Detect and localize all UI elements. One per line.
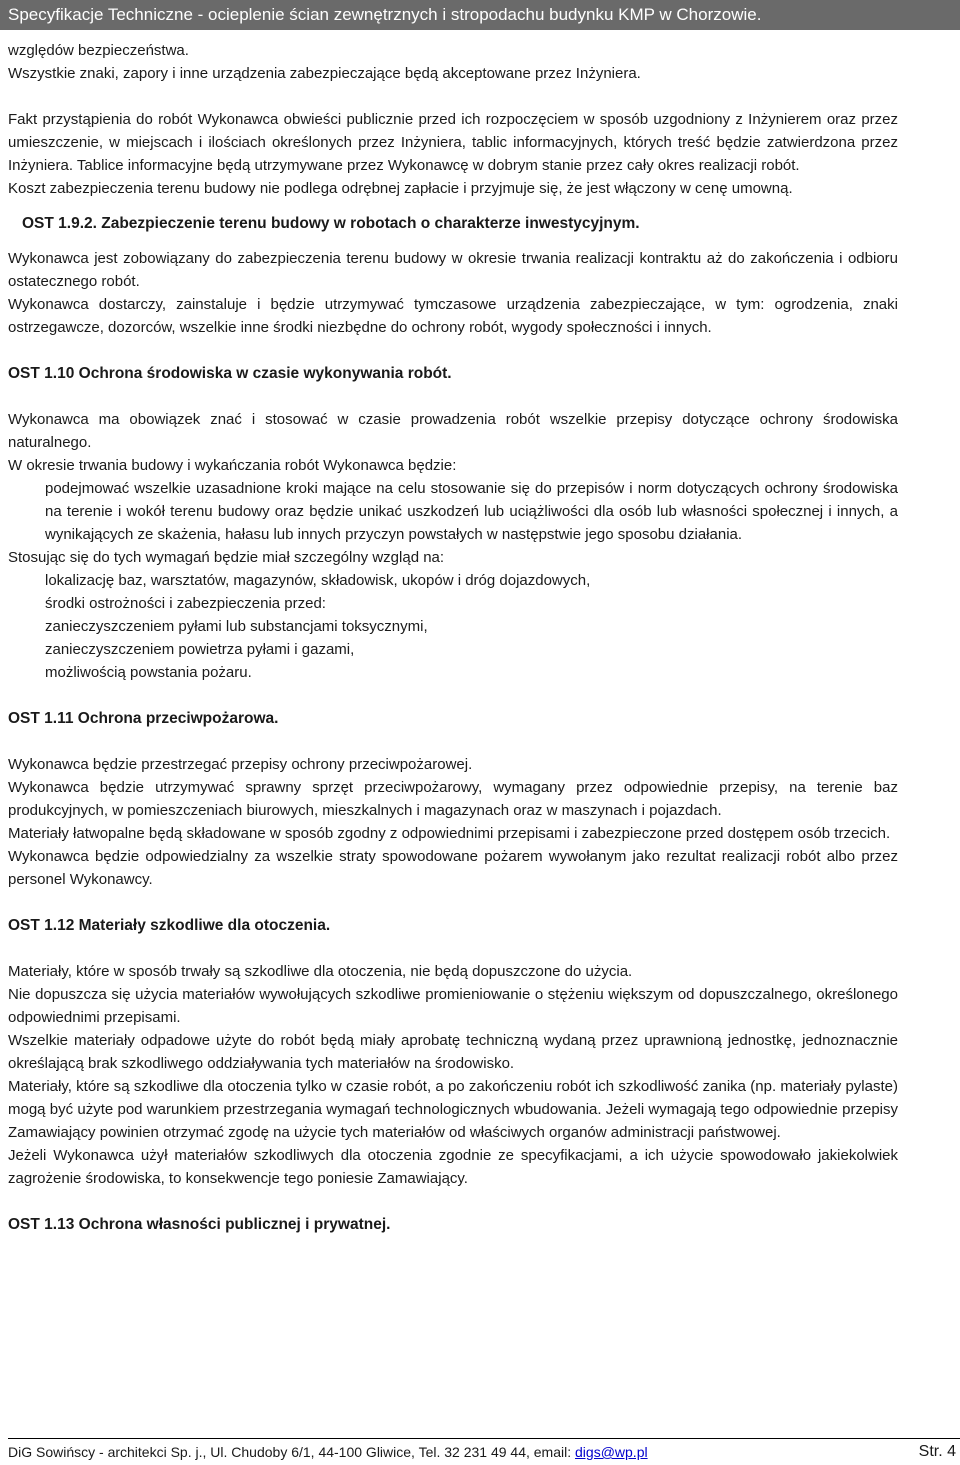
footer-divider — [8, 1438, 960, 1439]
paragraph: Wykonawca dostarczy, zainstaluje i będzie utrzymywać tymczasowe urządzenia zabezpieczające, w tym: ogrodzenia, znaki ostrzegawcze, dozorców, wszelkie inne środki niezbędne do ochrony robót, wygody społeczności i innych. — [8, 296, 898, 336]
footer-company-text: DiG Sowińscy - architekci Sp. j., Ul. Chudoby 6/1, 44-100 Gliwice, Tel. 32 231 49 44, email: — [8, 1444, 576, 1460]
paragraph: Wszystkie znaki, zapory i inne urządzenia zabezpieczające będą akceptowane przez Inżyniera. — [8, 65, 641, 82]
section-heading: OST 1.9.2. Zabezpieczenie terenu budowy w robotach o charakterze inwestycyjnym. — [22, 215, 640, 232]
list-item: zanieczyszczeniem powietrza pyłami i gazami, — [45, 641, 355, 658]
paragraph: Materiały łatwopalne będą składowane w sposób zgodny z odpowiednimi przepisami i zabezpieczone przed dostępem osób trzecich. — [8, 825, 891, 842]
paragraph: Nie dopuszcza się użycia materiałów wywołujących szkodliwe promieniowanie o stężeniu większym od dopuszczalnego, określonego odpowiednimi przepisami. — [8, 986, 898, 1026]
paragraph: W okresie trwania budowy i wykańczania robót Wykonawca będzie: — [8, 457, 457, 474]
section-heading: OST 1.10 Ochrona środowiska w czasie wykonywania robót. — [8, 365, 452, 382]
list-item: środki ostrożności i zabezpieczenia przed: — [45, 595, 326, 612]
page-number: Str. 4 — [918, 1443, 956, 1460]
paragraph: podejmować wszelkie uzasadnione kroki mające na celu stosowanie się do przepisów i norm dotyczących ochrony środowiska na terenie i wokół terenu budowy oraz będzie unikać uszkodzeń lub uciążliwości dla osób lub własności społecznej i innych, a wynikających ze skażenia, hałasu lub innych przyczyn powstałych w następstwie jego sposobu działania. — [45, 480, 898, 543]
paragraph: Materiały, które w sposób trwały są szkodliwe dla otoczenia, nie będą dopuszczone do użycia. — [8, 963, 633, 980]
list-item: zanieczyszczeniem pyłami lub substancjami toksycznymi, — [45, 618, 428, 635]
paragraph: względów bezpieczeństwa. — [8, 42, 189, 59]
footer-email-link[interactable]: digs@wp.pl — [575, 1444, 648, 1460]
paragraph: Stosując się do tych wymagań będzie miał szczególny wzgląd na: — [8, 549, 445, 566]
document-body — [8, 39, 898, 1236]
footer-company — [8, 1441, 648, 1463]
section-heading: OST 1.11 Ochrona przeciwpożarowa. — [8, 710, 279, 727]
section-heading: OST 1.13 Ochrona własności publicznej i prywatnej. — [8, 1216, 391, 1233]
paragraph: Materiały, które są szkodliwe dla otoczenia tylko w czasie robót, a po zakończeniu robót ich szkodliwość zanika (np. materiały pylaste) mogą być użyte pod warunkiem przestrzegania wymagań technologicznych wbudowania. Jeżeli wymagają tego odpowiednie przepisy Zamawiający powinien otrzymać zgodę na użycie tych materiałów od właściwych organów administracji państwowej. — [8, 1078, 898, 1141]
list-item: możliwością powstania pożaru. — [45, 664, 252, 681]
paragraph: Wykonawca jest zobowiązany do zabezpieczenia terenu budowy w okresie trwania realizacji kontraktu aż do zakończenia i odbioru ostatecznego robót. — [8, 250, 898, 290]
paragraph: Jeżeli Wykonawca użył materiałów szkodliwych dla otoczenia zgodnie ze specyfikacjami, a ich użycie spowodowało jakiekolwiek zagrożenie środowiska, to konsekwencje tego poniesie Zamawiający. — [8, 1147, 898, 1187]
paragraph: Wykonawca ma obowiązek znać i stosować w czasie prowadzenia robót wszelkie przepisy dotyczące ochrony środowiska naturalnego. — [8, 411, 898, 451]
paragraph: Fakt przystąpienia do robót Wykonawca obwieści publicznie przed ich rozpoczęciem w sposób uzgodniony z Inżynierem oraz przez umieszczenie, w miejscach i ilościach określonych przez Inżyniera, tablic informacyjnych, których treść będzie zatwierdzona przez Inżyniera. Tablice informacyjne będą utrzymywane przez Wykonawcę w dobrym stanie przez cały okres realizacji robót. — [8, 111, 898, 174]
list-item: lokalizację baz, warsztatów, magazynów, składowisk, ukopów i dróg dojazdowych, — [45, 572, 591, 589]
paragraph: Koszt zabezpieczenia terenu budowy nie podlega odrębnej zapłacie i przyjmuje się, że jest włączony w cenę umowną. — [8, 180, 793, 197]
section-heading: OST 1.12 Materiały szkodliwe dla otoczenia. — [8, 917, 331, 934]
page-header: Specyfikacje Techniczne - ocieplenie ścian zewnętrznych i stropodachu budynku KMP w Chorzowie. — [0, 0, 960, 30]
paragraph: Wszelkie materiały odpadowe użyte do robót będą miały aprobatę techniczną wydaną przez uprawnioną jednostkę, jednoznacznie określającą brak szkodliwego oddziaływania tych materiałów na środowisko. — [8, 1032, 898, 1072]
paragraph: Wykonawca będzie przestrzegać przepisy ochrony przeciwpożarowej. — [8, 756, 473, 773]
paragraph: Wykonawca będzie utrzymywać sprawny sprzęt przeciwpożarowy, wymagany przez odpowiednie przepisy, na terenie baz produkcyjnych, w pomieszczeniach biurowych, mieszkalnych i magazynach oraz w maszynach i pojazdach. — [8, 779, 898, 819]
paragraph: Wykonawca będzie odpowiedzialny za wszelkie straty spowodowane pożarem wywołanym jako rezultat realizacji robót albo przez personel Wykonawcy. — [8, 848, 898, 888]
